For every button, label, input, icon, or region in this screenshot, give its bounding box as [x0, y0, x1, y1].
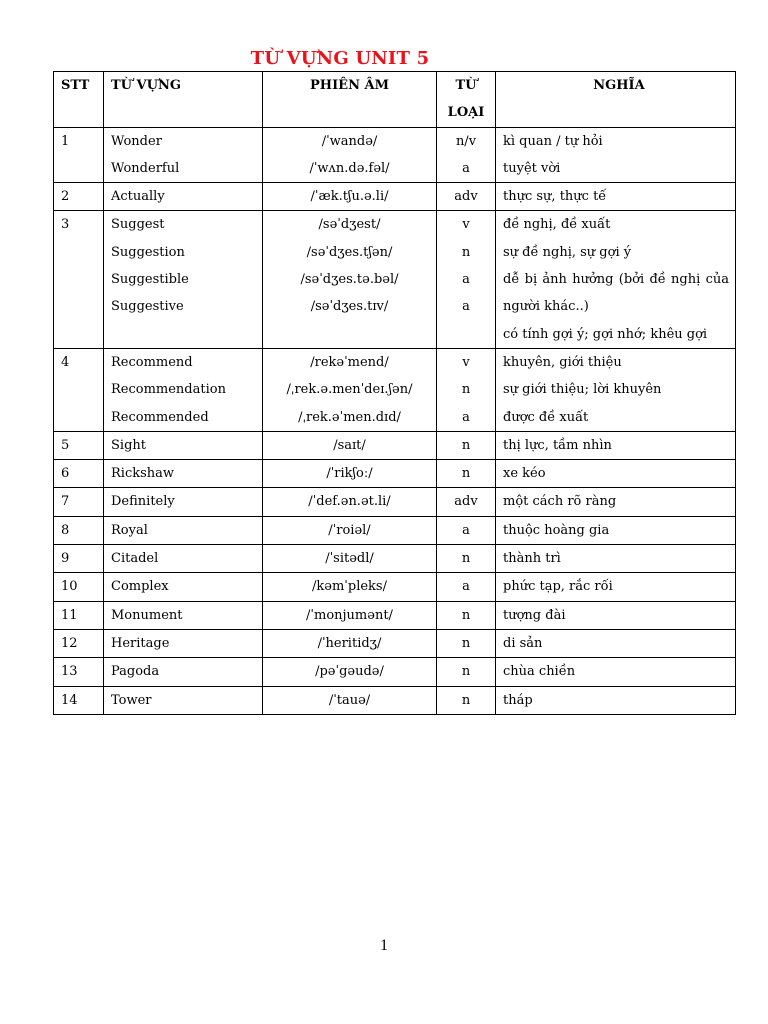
word-text: Citadel: [111, 551, 159, 567]
stt-cell: 13: [54, 658, 104, 686]
word-text: Suggestible: [111, 272, 189, 288]
table-row: [54, 658, 736, 686]
ipa-text: /saɪt/: [333, 437, 366, 453]
meaning-text: một cách rõ ràng: [503, 494, 617, 510]
meaning-cell: [496, 516, 736, 544]
word-text: Definitely: [111, 494, 175, 510]
ipa-cell: [263, 460, 437, 488]
stt-cell: 2: [54, 183, 104, 211]
ipa-text: /ˈsitədl/: [325, 551, 374, 567]
meaning-cell: [496, 601, 736, 629]
pos-text: adv: [454, 494, 478, 510]
meaning-text: thực sự, thực tế: [503, 189, 607, 205]
ipa-text: /səˈdʒes.tʃən/: [306, 244, 393, 260]
meaning-text: tượng đài: [503, 607, 566, 623]
pos-text: n/v: [455, 133, 477, 149]
stt-cell: 6: [54, 460, 104, 488]
stt-cell: 11: [54, 601, 104, 629]
word-text: Recommend: [111, 354, 193, 370]
meaning-text: tháp: [503, 692, 533, 708]
pos-cell: [437, 629, 496, 657]
word-text: Sight: [111, 437, 146, 453]
pos-text: n: [461, 382, 471, 398]
ipa-text: /ˌrek.əˈmen.dɪd/: [298, 409, 401, 425]
word-text: Recommended: [111, 409, 209, 425]
word-text: Tower: [111, 692, 152, 708]
ipa-cell: [263, 183, 437, 211]
meaning-text: chùa chiền: [503, 664, 576, 680]
word-cell: [104, 516, 263, 544]
header-stt: STT: [54, 72, 104, 128]
ipa-cell: [263, 431, 437, 459]
table-row: [54, 601, 736, 629]
pos-text: n: [461, 437, 471, 453]
word-cell: [104, 658, 263, 686]
pos-text: a: [462, 579, 470, 595]
ipa-text: /səˈdʒes.tə.bəl/: [300, 272, 399, 288]
ipa-cell: [263, 573, 437, 601]
pos-text: n: [461, 635, 471, 651]
meaning-text: tuyệt vời: [503, 160, 561, 176]
ipa-text: /səˈdʒest/: [318, 217, 381, 233]
pos-cell: [437, 573, 496, 601]
stt-cell: 14: [54, 686, 104, 714]
word-cell: [104, 348, 263, 431]
header-pos-line2: LOẠI: [447, 105, 485, 121]
pos-cell: [437, 183, 496, 211]
meaning-text: thuộc hoàng gia: [503, 522, 610, 538]
stt-cell: 3: [54, 211, 104, 348]
pos-text: a: [462, 522, 470, 538]
pos-text: a: [462, 160, 470, 176]
word-text: Royal: [111, 522, 148, 538]
ipa-cell: [263, 348, 437, 431]
meaning-cell: [496, 127, 736, 183]
table-row: [54, 431, 736, 459]
ipa-cell: [263, 601, 437, 629]
pos-cell: [437, 516, 496, 544]
meaning-text: xe kéo: [503, 466, 546, 482]
word-text: Wonder: [111, 133, 162, 149]
word-cell: [104, 127, 263, 183]
vocabulary-table: [53, 71, 736, 715]
word-cell: [104, 573, 263, 601]
word-text: Actually: [111, 189, 165, 205]
ipa-cell: [263, 488, 437, 516]
table-header-row: [54, 72, 736, 128]
meaning-text: kì quan / tự hỏi: [503, 133, 603, 149]
ipa-text: /kəmˈpleks/: [312, 579, 387, 595]
ipa-text: /ˈwʌn.də.fəl/: [309, 160, 390, 176]
table-body: [54, 127, 736, 714]
word-cell: [104, 460, 263, 488]
ipa-text: /ˈwandə/: [321, 133, 378, 149]
meaning-text: đề nghị, đề xuất: [503, 217, 611, 233]
pos-text: adv: [454, 189, 478, 205]
table-row: [54, 545, 736, 573]
meaning-cell: [496, 431, 736, 459]
meaning-cell: [496, 211, 736, 348]
table-row: [54, 516, 736, 544]
stt-cell: 12: [54, 629, 104, 657]
pos-cell: [437, 211, 496, 348]
pos-cell: [437, 658, 496, 686]
table-row: [54, 629, 736, 657]
ipa-text: /ˈheritidʒ/: [317, 635, 382, 651]
word-text: Wonderful: [111, 160, 180, 176]
ipa-cell: [263, 629, 437, 657]
meaning-cell: [496, 183, 736, 211]
ipa-cell: [263, 545, 437, 573]
table-row: [54, 488, 736, 516]
word-text: Suggest: [111, 217, 165, 233]
page-number: 1: [380, 937, 388, 954]
meaning-text: có tính gợi ý; gợi nhớ; khêu gợi: [503, 326, 708, 342]
pos-text: a: [462, 299, 470, 315]
pos-cell: [437, 460, 496, 488]
word-cell: [104, 545, 263, 573]
word-text: Recommendation: [111, 382, 226, 398]
pos-text: n: [461, 664, 471, 680]
pos-cell: [437, 601, 496, 629]
word-text: Suggestion: [111, 244, 185, 260]
meaning-text: khuyên, giới thiệu: [503, 354, 622, 370]
meaning-cell: [496, 629, 736, 657]
stt-cell: 8: [54, 516, 104, 544]
word-cell: [104, 488, 263, 516]
ipa-cell: [263, 127, 437, 183]
stt-cell: 1: [54, 127, 104, 183]
table-row: [54, 573, 736, 601]
word-text: Rickshaw: [111, 466, 175, 482]
pos-cell: [437, 545, 496, 573]
pos-cell: [437, 686, 496, 714]
word-cell: [104, 183, 263, 211]
table-row: [54, 183, 736, 211]
pos-text: n: [461, 607, 471, 623]
pos-text: v: [462, 354, 470, 370]
meaning-cell: [496, 686, 736, 714]
word-text: Suggestive: [111, 299, 184, 315]
header-ipa: PHIÊN ÂM: [263, 72, 437, 128]
stt-cell: 9: [54, 545, 104, 573]
word-text: Complex: [111, 579, 169, 595]
ipa-text: /ˈdef.ən.ət.li/: [308, 494, 391, 510]
ipa-text: /rekəˈmend/: [310, 354, 389, 370]
meaning-cell: [496, 573, 736, 601]
header-pos-line1: TỪ: [455, 78, 477, 93]
pos-text: n: [461, 466, 471, 482]
meaning-text: dễ bị ảnh hưởng (bởi đề nghị của: [503, 272, 729, 288]
ipa-text: /səˈdʒes.tɪv/: [310, 299, 389, 315]
pos-cell: [437, 348, 496, 431]
pos-text: n: [461, 244, 471, 260]
ipa-text: /ˈrikʃoː/: [326, 466, 373, 482]
ipa-cell: [263, 658, 437, 686]
meaning-cell: [496, 658, 736, 686]
meaning-text: di sản: [503, 635, 543, 651]
stt-cell: 4: [54, 348, 104, 431]
meaning-cell: [496, 488, 736, 516]
ipa-cell: [263, 686, 437, 714]
pos-cell: [437, 431, 496, 459]
meaning-text: được đề xuất: [503, 409, 589, 425]
table-row: [54, 348, 736, 431]
header-word: TỪ VỰNG: [104, 72, 263, 128]
ipa-cell: [263, 211, 437, 348]
meaning-cell: [496, 545, 736, 573]
ipa-text: /ˈmonjumənt/: [306, 607, 393, 623]
word-text: Monument: [111, 607, 183, 623]
pos-text: a: [462, 272, 470, 288]
stt-cell: 10: [54, 573, 104, 601]
pos-text: n: [461, 692, 471, 708]
stt-cell: 5: [54, 431, 104, 459]
word-cell: [104, 686, 263, 714]
ipa-cell: [263, 516, 437, 544]
table-row: [54, 127, 736, 183]
pos-text: n: [461, 551, 471, 567]
table-row: [54, 686, 736, 714]
pos-cell: [437, 488, 496, 516]
ipa-text: /ˈtauə/: [328, 692, 371, 708]
meaning-text: người khác..): [503, 299, 589, 315]
meaning-text: phức tạp, rắc rối: [503, 579, 613, 595]
ipa-text: /ˌrek.ə.menˈdeɪ.ʃən/: [286, 382, 413, 398]
meaning-text: thành trì: [503, 551, 561, 567]
meaning-text: sự đề nghị, sự gợi ý: [503, 244, 632, 260]
stt-cell: 7: [54, 488, 104, 516]
meaning-text: sự giới thiệu; lời khuyên: [503, 382, 662, 398]
word-cell: [104, 629, 263, 657]
header-pos: [437, 72, 496, 128]
word-cell: [104, 601, 263, 629]
pos-text: a: [462, 409, 470, 425]
word-text: Pagoda: [111, 664, 160, 680]
ipa-text: /ˈæk.tʃu.ə.li/: [310, 189, 389, 205]
ipa-text: /ˈroiəl/: [328, 522, 371, 538]
word-text: Heritage: [111, 635, 170, 651]
pos-text: v: [462, 217, 470, 233]
page-title: TỪ VỰNG UNIT 5: [250, 48, 430, 69]
table-row: [54, 460, 736, 488]
pos-cell: [437, 127, 496, 183]
meaning-cell: [496, 348, 736, 431]
header-meaning: NGHĨA: [496, 72, 736, 128]
meaning-cell: [496, 460, 736, 488]
ipa-text: /pəˈgəudə/: [315, 664, 384, 680]
word-cell: [104, 431, 263, 459]
word-cell: [104, 211, 263, 348]
table-row: [54, 211, 736, 348]
meaning-text: thị lực, tầm nhìn: [503, 437, 612, 453]
